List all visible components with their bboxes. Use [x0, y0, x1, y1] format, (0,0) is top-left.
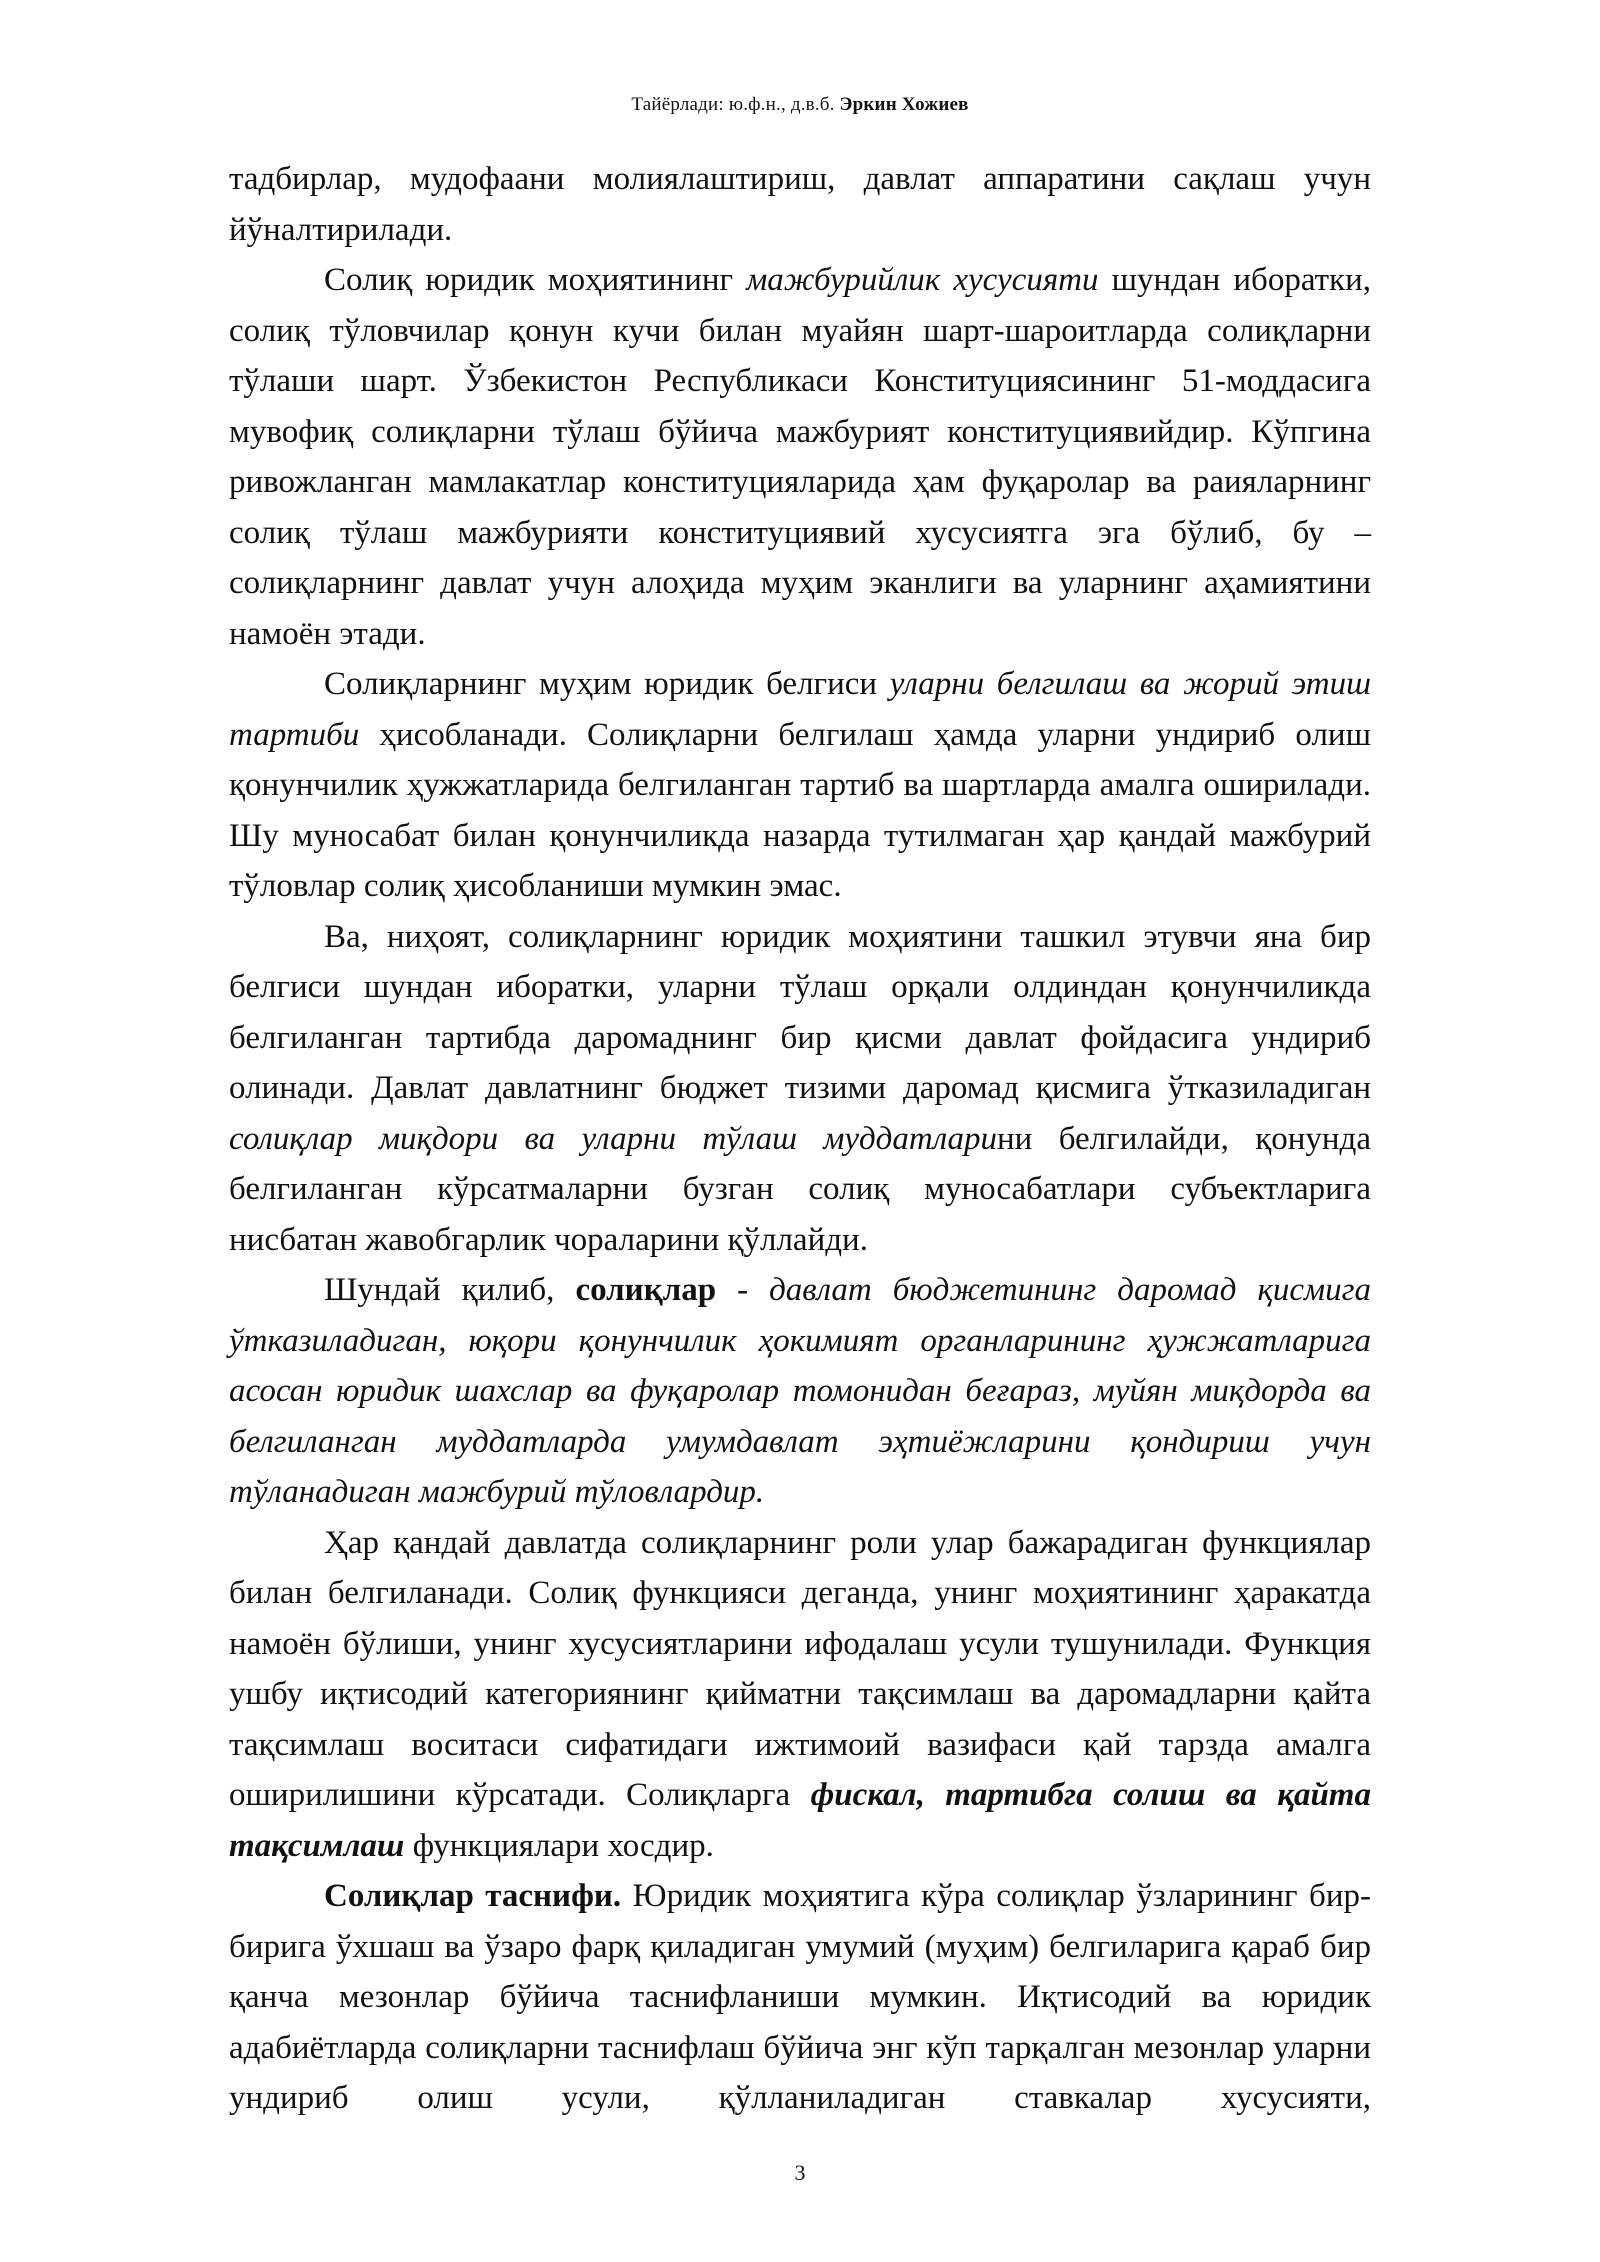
paragraph-6-functions: фискал, тартибга солиш ва қайта тақсимлаш [229, 1777, 1371, 1864]
header-prefix: Тайёрлади: ю.ф.н., д.в.б. [631, 94, 840, 115]
paragraph-4-text-c: ни белгилайди, қонунда белгиланган кўрсатмаларни бузган солиқ муносабатлари субъектларига нисбатан жавобгарлик чораларини қўллайди. [229, 1120, 1371, 1258]
running-header [0, 93, 1600, 117]
paragraph-5-term: солиқлар [575, 1272, 717, 1308]
paragraph-2-italic: мажбурийлик хусусияти [746, 262, 1099, 298]
paragraph-5-italic-definition: давлат бюджетининг даромад қисмига ўтказиладиган, юқори қонунчилик ҳокимият органларининг ҳужжатларига асосан юридик шахслар ва фуқаролар томонидан беғараз, муйян миқдорда ва белгиланган муддатларда умумдавлат эҳтиёжларини қондириш учун тўланадиган мажбурий тўловлардир. [229, 1272, 1371, 1510]
paragraph-7 [229, 1871, 1371, 2124]
paragraph-6-text-a: Ҳар қандай давлатда солиқларнинг роли улар бажарадиган функциялар билан белгиланади. Солиқ функцияси деганда, унинг моҳиятининг ҳаракатда намоён бўлиши, унинг хусусиятларини ифодалаш усули тушунилади. Функция ушбу иқтисодий категориянинг қийматни тақсимлаш ва даромадларни қайта тақсимлаш воситаси сифатидаги ижтимоий вазифаси қай тарзда амалга оширилишини кўрсатади. Солиқларга [229, 1524, 1371, 1813]
paragraph-1-text: тадбирлар, мудофаани молиялаштириш, давлат аппаратини сақлаш учун йўналтирилади. [229, 161, 1371, 248]
section-heading-classification: Солиқлар таснифи. [324, 1878, 622, 1914]
paragraph-6 [229, 1518, 1371, 1872]
paragraph-3-text-a: Солиқларнинг муҳим юридик белгиси [324, 666, 890, 702]
paragraph-4 [229, 912, 1371, 1266]
paragraph-3-text-c: ҳисобланади. Солиқларни белгилаш ҳамда уларни ундириб олиш қонунчилик ҳужжатларида белгиланган тартиб ва шартларда амалга оширилади. Шу муносабат билан қонунчиликда назарда тутилмаган ҳар қандай мажбурий тўловлар солиқ ҳисобланиши мумкин эмас. [229, 716, 1371, 904]
paragraph-7-text: Юридик моҳиятига кўра солиқлар ўзларининг бир-бирига ўхшаш ва ўзаро фарқ қиладиган умумий (муҳим) белгиларига қараб бир қанча мезонлар бўйича таснифланиши мумкин. Иқтисодий ва юридик адабиётларда солиқларни таснифлаш бўйича энг кўп тарқалган мезонлар уларни ундириб олиш усули, қўлланиладиган ставкалар хусусияти, [229, 1878, 1371, 2116]
paragraph-1 [229, 154, 1371, 255]
paragraph-2-text-c: шундан иборатки, солиқ тўловчилар қонун кучи билан муайян шарт-шароитларда солиқларни тўлаши шарт. Ўзбекистон Республикаси Конституциясининг 51-моддасига мувофиқ солиқларни тўлаш бўйича мажбурият конституциявийдир. Кўпгина ривожланган мамлакатлар конституцияларида ҳам фуқаролар ва раияларнинг солиқ тўлаш мажбурияти конституциявий хусусиятга эга бўлиб, бу – солиқларнинг давлат учун алоҳида муҳим эканлиги ва уларнинг аҳамиятини намоён этади. [229, 262, 1371, 652]
paragraph-2-text-a: Солиқ юридик моҳиятининг [324, 262, 747, 298]
paragraph-4-text-a: Ва, ниҳоят, солиқларнинг юридик моҳиятини ташкил этувчи яна бир белгиси шундан иборатки, уларни тўлаш орқали олдиндан қонунчиликда белгиланган тартибда даромаднинг бир қисми давлат фойдасига ундириб олинади. Давлат давлатнинг бюджет тизими даромад қисмига ўтказиладиган [229, 918, 1371, 1106]
paragraph-5-text-a: Шундай қилиб, [324, 1272, 576, 1308]
paragraph-5-dash: - [716, 1272, 770, 1308]
paragraph-6-text-c: функциялари хосдир. [404, 1827, 714, 1864]
paragraph-2 [229, 255, 1371, 659]
paragraph-3 [229, 659, 1371, 912]
header-author: Эркин Хожиев [839, 94, 969, 115]
page-number: 3 [794, 2160, 806, 2185]
body-text [229, 154, 1371, 2124]
paragraph-4-italic: солиқлар миқдори ва уларни тўлаш муддатлари [229, 1120, 997, 1157]
paragraph-5-definition [229, 1265, 1371, 1518]
paragraph-3-italic: уларни белгилаш ва жорий этиш тартиби [229, 666, 1371, 753]
